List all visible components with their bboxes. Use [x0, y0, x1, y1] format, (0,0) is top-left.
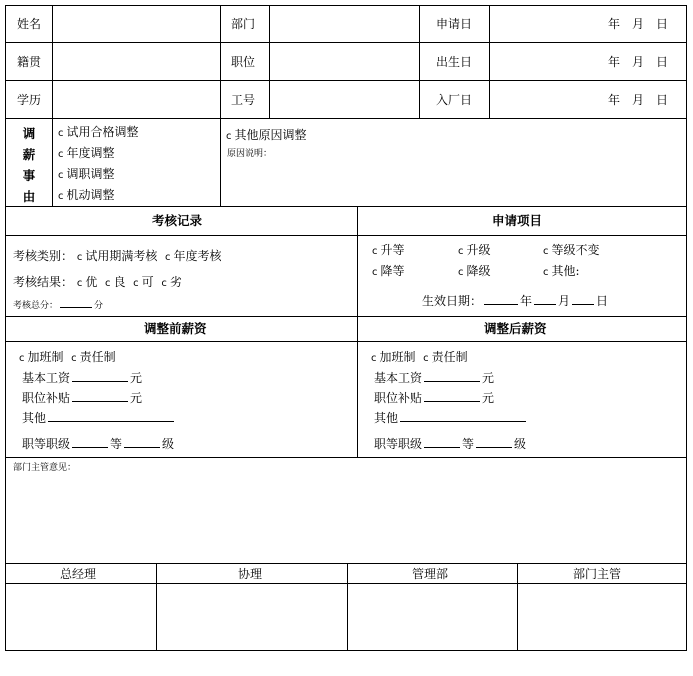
radio-icon[interactable]: c [71, 353, 77, 364]
radio-icon[interactable]: c [58, 149, 64, 160]
after-allowance-blank[interactable] [424, 390, 480, 402]
radio-icon[interactable]: c [543, 246, 549, 257]
apply-option-demote-grade[interactable]: c 降等 [372, 264, 405, 278]
apply-option-no-change[interactable]: c 等级不变 [543, 243, 600, 257]
effective-date-row [422, 293, 608, 308]
after-level-blank[interactable] [476, 436, 512, 448]
radio-icon[interactable]: c [165, 252, 171, 263]
radio-icon[interactable]: c [543, 267, 549, 278]
department-label: 部门 [231, 17, 256, 31]
radio-icon[interactable]: c [161, 278, 167, 289]
result-excellent-option[interactable]: 优 [85, 275, 98, 289]
assessment-score-label: 考核总分： [13, 301, 59, 311]
radio-icon[interactable]: c [58, 191, 64, 202]
radio-icon[interactable]: c [19, 353, 25, 364]
ji-label: 级 [162, 437, 175, 451]
after-grade-label: 职等职级 [374, 437, 423, 451]
after-salary-title: 调整后薪资 [484, 321, 547, 336]
reason-explain-field[interactable] [306, 146, 681, 202]
position-field[interactable] [270, 43, 419, 80]
before-overtime-option[interactable]: 加班制 [27, 350, 64, 364]
native-place-field[interactable] [53, 43, 220, 80]
join-date-field[interactable]: 年 月 日 [608, 93, 669, 107]
effective-month-blank[interactable] [534, 293, 556, 305]
reason-option-annual[interactable]: c 年度调整 [58, 146, 115, 160]
apply-date-label: 申请日 [436, 17, 473, 31]
name-label: 姓名 [17, 17, 42, 31]
after-other-row [374, 410, 528, 425]
signature-assistant-label: 协理 [238, 567, 263, 581]
row-divider [6, 316, 686, 317]
reason-option-probation[interactable]: c 试用合格调整 [58, 125, 139, 139]
deng-label: 等 [110, 437, 123, 451]
yuan-label: 元 [130, 371, 143, 385]
after-type-row [371, 350, 468, 366]
before-basic-row [22, 370, 142, 385]
col-divider [220, 6, 221, 206]
apply-option-demote-level[interactable]: c 降级 [458, 264, 491, 278]
ji-label: 级 [514, 437, 527, 451]
radio-icon[interactable]: c [105, 278, 111, 289]
after-other-label: 其他 [374, 411, 399, 425]
radio-icon[interactable]: c [458, 267, 464, 278]
before-allowance-row [22, 390, 142, 405]
before-basic-blank[interactable] [72, 370, 128, 382]
before-other-label: 其他 [22, 411, 47, 425]
radio-icon[interactable]: c [133, 278, 139, 289]
native-place-label: 籍贯 [17, 55, 42, 69]
employee-id-field[interactable] [270, 81, 419, 118]
score-unit: 分 [94, 301, 104, 311]
deng-label: 等 [462, 437, 475, 451]
reason-option-transfer[interactable]: c 调职调整 [58, 167, 115, 181]
position-label: 职位 [231, 55, 256, 69]
radio-icon[interactable]: c [423, 353, 429, 364]
row-divider [6, 206, 686, 207]
assessment-type-label: 考核类别： [13, 249, 74, 263]
radio-icon[interactable]: c [371, 353, 377, 364]
name-field[interactable] [53, 6, 220, 42]
radio-icon[interactable]: c [76, 252, 83, 263]
after-overtime-option[interactable]: 加班制 [379, 350, 416, 364]
radio-icon[interactable]: c [58, 128, 64, 139]
salary-adjustment-form [5, 5, 687, 651]
type-annual-option[interactable]: 年度考核 [173, 249, 222, 263]
after-grade-blank[interactable] [424, 436, 460, 448]
before-other-blank[interactable] [48, 410, 174, 422]
signature-gm-field[interactable] [6, 584, 156, 651]
col-divider [489, 6, 490, 118]
manager-opinion-label: 部门主管意见： [13, 463, 77, 473]
birth-date-label: 出生日 [436, 55, 473, 69]
col-divider [419, 6, 420, 118]
apply-option-other[interactable]: c 其他: [543, 264, 580, 278]
radio-icon[interactable]: c [58, 170, 64, 181]
apply-option-promote-grade[interactable]: c 升等 [372, 243, 405, 257]
yuan-label: 元 [130, 391, 143, 405]
yuan-label: 元 [482, 391, 495, 405]
apply-date-field[interactable]: 年 月 日 [608, 17, 669, 31]
result-good-option[interactable]: 良 [113, 275, 126, 289]
type-probation-option[interactable]: 试用期满考核 [85, 249, 158, 263]
month-label: 月 [558, 294, 571, 308]
reason-explain-label: 原因说明： [227, 149, 273, 159]
effective-day-blank[interactable] [572, 293, 594, 305]
before-salary-title: 调整前薪资 [144, 321, 207, 336]
before-other-row [22, 410, 176, 425]
signature-manager-field[interactable] [518, 584, 686, 651]
result-fair-option[interactable]: 可 [141, 275, 154, 289]
row-divider [6, 341, 686, 342]
signature-manager-label: 部门主管 [573, 567, 622, 581]
effective-year-blank[interactable] [484, 293, 518, 305]
radio-icon[interactable]: c [458, 246, 464, 257]
after-basic-row [374, 370, 494, 385]
reason-option-flexible[interactable]: c 机动调整 [58, 188, 115, 202]
assessment-score-row [13, 296, 103, 312]
after-allowance-row [374, 390, 494, 405]
before-allowance-blank[interactable] [72, 390, 128, 402]
before-level-blank[interactable] [124, 436, 160, 448]
manager-opinion-field[interactable] [6, 476, 686, 562]
before-responsibility-option[interactable]: 责任制 [79, 350, 116, 364]
assessment-result-row [13, 275, 182, 291]
radio-icon[interactable]: c [372, 246, 378, 257]
score-blank[interactable] [60, 296, 92, 308]
row-divider [6, 118, 686, 119]
col-divider [357, 206, 358, 457]
before-allowance-label: 职位补贴 [22, 391, 71, 405]
after-allowance-label: 职位补贴 [374, 391, 423, 405]
employee-id-label: 工号 [231, 93, 256, 107]
before-type-row [19, 350, 116, 366]
signature-admin-label: 管理部 [412, 567, 449, 581]
result-poor-option[interactable]: 劣 [169, 275, 182, 289]
row-divider [6, 563, 686, 564]
after-other-blank[interactable] [400, 410, 526, 422]
signature-assistant-field[interactable] [157, 584, 347, 651]
assessment-title: 考核记录 [152, 213, 203, 228]
education-label: 学历 [17, 93, 42, 107]
reason-title: 调 薪 事 由 [22, 126, 36, 204]
before-basic-label: 基本工资 [22, 371, 71, 385]
department-field[interactable] [270, 6, 419, 42]
day-label: 日 [596, 294, 609, 308]
reason-option-other[interactable]: c 其他原因调整 [226, 128, 307, 142]
before-grade-row [22, 436, 174, 451]
after-grade-row [374, 436, 526, 451]
radio-icon[interactable]: c [372, 267, 378, 278]
after-basic-label: 基本工资 [374, 371, 423, 385]
after-responsibility-option[interactable]: 责任制 [431, 350, 468, 364]
after-basic-blank[interactable] [424, 370, 480, 382]
radio-icon[interactable]: c [76, 278, 83, 289]
before-grade-blank[interactable] [72, 436, 108, 448]
signature-gm-label: 总经理 [60, 567, 97, 581]
apply-option-promote-level[interactable]: c 升级 [458, 243, 491, 257]
join-date-label: 入厂日 [436, 93, 473, 107]
birth-date-field[interactable]: 年 月 日 [608, 55, 669, 69]
before-grade-label: 职等职级 [22, 437, 71, 451]
year-label: 年 [520, 294, 533, 308]
row-divider [6, 457, 686, 458]
yuan-label: 元 [482, 371, 495, 385]
assessment-result-label: 考核结果： [13, 275, 74, 289]
effective-date-label: 生效日期： [422, 294, 483, 308]
application-title: 申请项目 [492, 213, 543, 228]
signature-admin-field[interactable] [348, 584, 517, 651]
assessment-type-row [13, 249, 222, 265]
radio-icon[interactable]: c [226, 131, 232, 142]
row-divider [6, 235, 686, 236]
education-field[interactable] [53, 81, 220, 118]
